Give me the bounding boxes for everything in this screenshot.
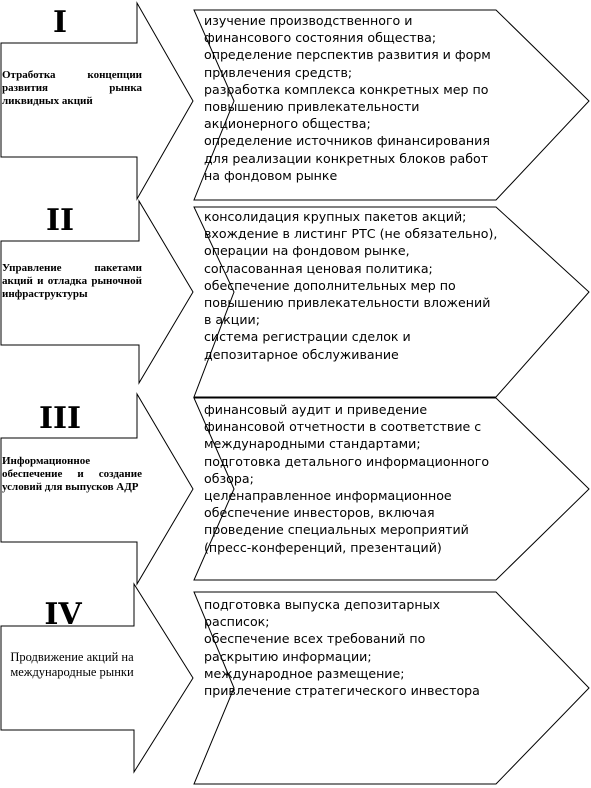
stage-1-item: определение источников финансирования для реализации конкретных блоков работ на фондовом рынке [204, 133, 490, 183]
stage-2-item: консолидация крупных пакетов акций; вхождение в листинг РТС (не обязательно), операции на фондовом рынке, согласованная ценовая политика; [204, 209, 498, 276]
stage-4-item: международное размещение; [204, 665, 405, 681]
stage-1-numeral: I [52, 5, 68, 40]
stage-3-left-label: Информационное обеспечение и создание условий для выпусков АДР [2, 455, 142, 493]
stage-4-left-label: Продвижение акций на международные рынки [10, 650, 134, 679]
stage-2-right-text [204, 208, 500, 363]
stage-1-right-text [204, 12, 500, 184]
stage-3-right-text [204, 401, 500, 556]
stage-1-left-label: Отработка концепции развития рынка ликвидных акций [2, 69, 142, 107]
stage-1-item: определение перспектив развития и форм привлечения средств; [204, 47, 491, 80]
stage-3-item: целенаправленное информационное обеспечение инвесторов, включая проведение специальных мероприятий (пресс-конференций, презентаций) [204, 488, 469, 555]
stage-2-item: система регистрации сделок и депозитарное обслуживание [204, 329, 411, 362]
stage-4-item: привлечение стратегического инвестора [204, 683, 480, 699]
stage-4-item: обеспечение всех требований по раскрытию информации; [204, 631, 426, 664]
stage-2-left-label: Управление пакетами акций и отладка рыночной инфраструктуры [2, 262, 142, 300]
stage-2-item: обеспечение дополнительных мер по повышению привлекательности вложений в акции; [204, 277, 491, 328]
stage-1-item: разработка комплекса конкретных мер по повышению привлекательности акционерного общества; [204, 81, 489, 132]
stage-3-item: финансовый аудит и приведение финансовой отчетности в соответствие с международными стандартами; [204, 402, 482, 452]
stage-3-numeral: III [38, 401, 82, 436]
stage-4-item: подготовка выпуска депозитарных расписок; [204, 597, 441, 630]
stage-3-item: подготовка детального информационного обзора; [204, 453, 490, 486]
stage-1-item: изучение производственного и финансового состояния общества; [204, 13, 437, 46]
stage-4-numeral: IV [44, 597, 82, 632]
stage-2-numeral: II [45, 203, 75, 238]
stage-4-right-text [204, 596, 500, 699]
